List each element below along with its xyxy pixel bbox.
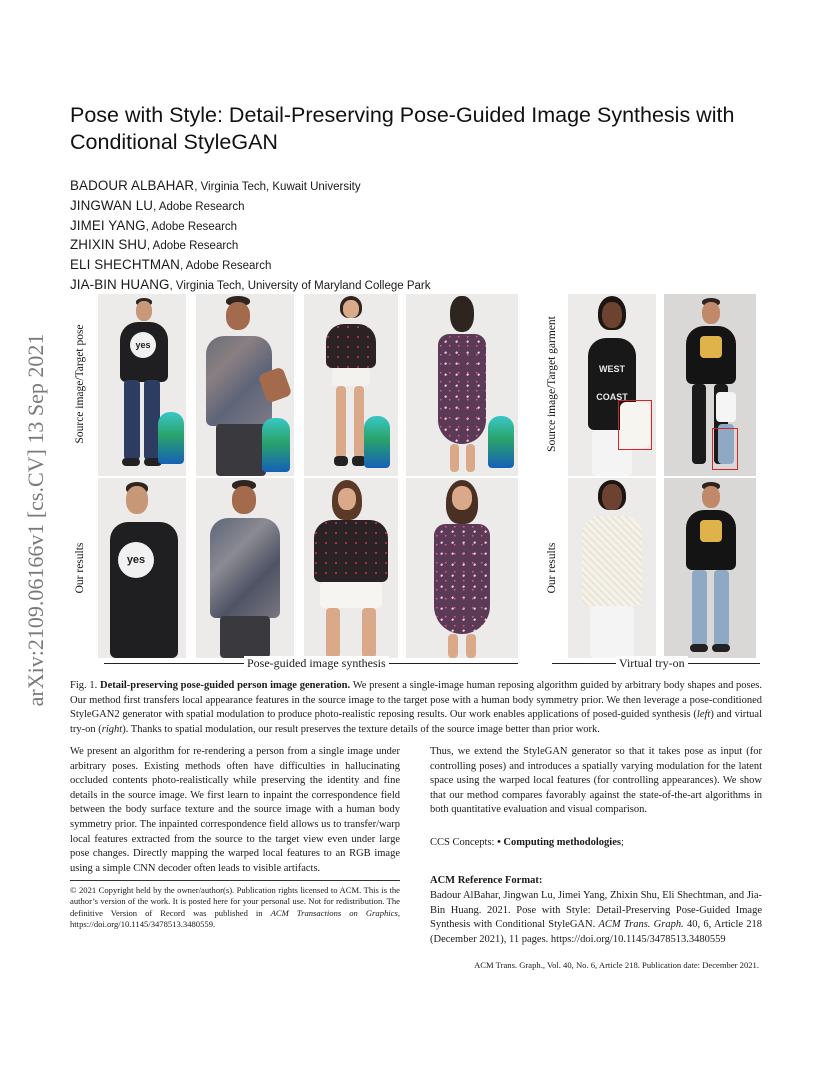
bracket-pose-guided	[104, 656, 518, 672]
target-pose-icon	[364, 416, 390, 468]
row-label-our-results-right: Our results	[546, 542, 558, 594]
author-affiliation: , Adobe Research	[179, 260, 272, 273]
tryon-result-image-1	[568, 478, 656, 658]
tryon-result-image-2	[664, 478, 756, 658]
footnote-journal: ACM Transactions on Graphics	[270, 907, 398, 918]
author-affiliation: , Virginia Tech, University of Maryland College Park	[169, 279, 431, 292]
target-garment-box	[712, 428, 738, 470]
bracket-virtual-tryon	[552, 656, 760, 672]
author-name: JIA-BIN HUANG	[70, 276, 170, 292]
author-name: ZHIXIN SHU	[70, 237, 147, 253]
author-name: BADOUR ALBAHAR	[70, 178, 195, 193]
caption-text: ). Thanks to spatial modulation, our result preserves the texture details of the source image better than prior work.	[122, 723, 600, 735]
ccs-concepts	[430, 836, 762, 851]
shirt-print-yes: yes	[130, 332, 156, 358]
caption-label: Fig. 1.	[70, 680, 98, 691]
source-image-4	[406, 294, 518, 476]
tryon-source-image-2	[664, 294, 756, 476]
author-name: ELI SHECHTMAN	[70, 257, 180, 273]
author-name: JIMEI YANG	[70, 217, 146, 233]
target-garment-box	[618, 400, 652, 450]
shirt-print-yes: yes	[118, 542, 154, 578]
figure-caption	[70, 679, 762, 737]
target-pose-icon	[158, 412, 184, 464]
result-image-1	[98, 478, 186, 658]
page-footer: ACM Trans. Graph., Vol. 40, No. 6, Article 218. Publication date: December 2021.	[474, 960, 759, 970]
row-label-source-target-garment: Source image/Target garment	[546, 316, 558, 452]
result-image-2	[196, 478, 294, 658]
acm-reference	[430, 889, 762, 947]
target-pose-icon	[488, 416, 514, 468]
abstract-left-column: We present an algorithm for re-rendering a person from a single image under arbitrary poses. Existing methods often have difficulties in hallucinating occluded contents photo-realistically while preserving the identity and fine details in the source image. We first learn to inpaint the correspondence field between the body surface texture and the source image with a human body symmetry prior. The inpainted correspondence field allows us to transfer/warp local features extracted from the source to the target view even under large pose changes. Directly mapping the warped local features to an RGB image using a simple CNN decoder often leads to visible artifacts.	[70, 746, 400, 874]
acm-reference-journal: ACM Trans. Graph.	[598, 919, 684, 931]
caption-italic: left	[696, 709, 711, 721]
author-affiliation: , Adobe Research	[145, 220, 238, 233]
arxiv-stamp: arXiv:2109.06166v1 [cs.CV] 13 Sep 2021	[23, 333, 48, 707]
source-image-3	[304, 294, 398, 476]
row-label-source-target-pose: Source image/Target pose	[74, 324, 86, 444]
caption-bold: Detail-preserving pose-guided person image generation.	[99, 680, 351, 691]
shirt-print-coast: COAST	[596, 392, 628, 402]
ccs-concept: • Computing methodologies	[497, 837, 621, 848]
shirt-print-west: WEST	[599, 364, 625, 374]
author-affiliation: , Virginia Tech, Kuwait University	[194, 181, 361, 193]
tryon-source-image-1	[568, 294, 656, 476]
ccs-suffix: ;	[620, 837, 624, 848]
source-image-2	[196, 294, 294, 476]
source-image-1	[98, 294, 186, 476]
paper-title: Pose with Style: Detail-Preserving Pose-Guided Image Synthesis with Conditional StyleGAN	[70, 103, 735, 154]
abstract-right-column: Thus, we extend the StyleGAN generator so that it takes pose as input (for controlling poses) and introduces a spatially varying modulation for the latent space using the warped local features (for controlling appearances). We show that our method compares favorably against the state-of-the-art algorithms in both quantitative evaluation and visual comparison.	[430, 746, 762, 816]
acm-reference-heading: ACM Reference Format:	[430, 875, 543, 886]
caption-text: ) and virtual try-on (	[70, 709, 762, 735]
row-label-our-results-left: Our results	[74, 542, 86, 594]
copyright-footnote	[70, 885, 400, 931]
caption-text: We present a single-image human reposing algorithm guided by arbitrary body shapes and poses. Our method first transfers local appearance features in the source image to the target pose with a human body symmetry prior. We then leverage a pose-conditioned StyleGAN2 generator with spatial modulation to produce photo-realistic reposing results. Our work enables applications of posed-guided synthesis (	[70, 680, 763, 721]
caption-italic: right	[101, 723, 123, 735]
ccs-label: CCS Concepts:	[430, 837, 498, 848]
author-affiliation: , Adobe Research	[146, 240, 239, 253]
footnote-text: , https://doi.org/10.1145/3478513.3480559.	[70, 907, 400, 930]
shirt-print	[592, 364, 632, 402]
author-name: JINGWAN LU	[70, 197, 154, 213]
bracket-pose-guided-label: Pose-guided image synthesis	[244, 656, 389, 671]
author-affiliation: , Adobe Research	[153, 200, 245, 213]
footnote-rule	[70, 880, 400, 881]
bracket-virtual-tryon-label: Virtual try-on	[616, 656, 688, 671]
acm-reference-text: Badour AlBahar, Jingwan Lu, Jimei Yang, Zhixin Shu, Eli Shechtman, and Jia-Bin Huang. 2021. Pose with Style: Detail-Preserving Pose-Guided Image Synthesis with Conditional StyleGAN.	[430, 890, 762, 931]
footnote-text: © 2021 Copyright held by the owner/author(s). Publication rights licensed to ACM. This is the author’s version of the work. It is posted here for your personal use. Not for redistribution. The definitive Version of Record was published in	[70, 885, 400, 918]
result-image-4	[406, 478, 518, 658]
result-image-3	[304, 478, 398, 658]
target-pose-icon	[262, 418, 290, 472]
acm-reference-text: 40, 6, Article 218 (December 2021), 11 pages. https://doi.org/10.1145/3478513.3480559	[430, 919, 763, 945]
